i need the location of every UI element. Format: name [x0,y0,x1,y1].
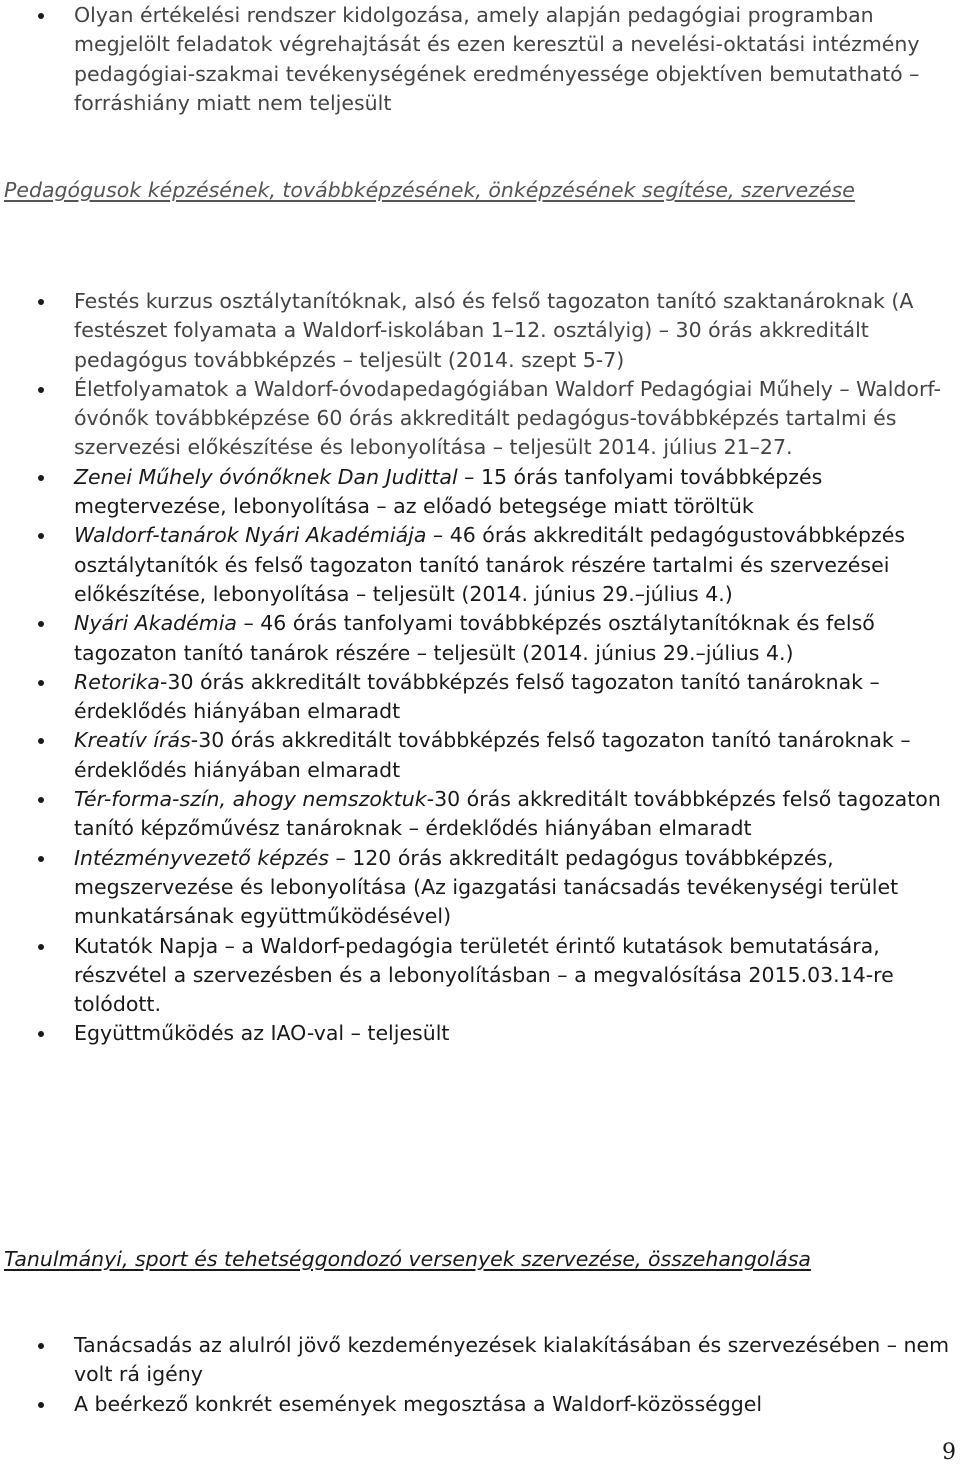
item-title: Tér-forma-szín, ahogy nemszoktuk [74,787,427,812]
list-item [0,726,960,785]
item-text: -30 órás akkreditált továbbképzés felső tagozaton tanító tanároknak – érdeklődés hiányában elmaradt [74,728,911,782]
list-item: Együttműködés az IAO-val – teljesült [0,1019,960,1048]
list-item [0,609,960,668]
item-text: – 46 órás akkreditált pedagógustovábbképzés osztálytanítók és felső tagozaton tanító tanárok részére tartalmi és szervezései előkészítése, lebonyolítása – teljesült (2014. június 29.–július 4.) [74,523,906,606]
list-item [0,844,960,932]
item-title: Waldorf-tanárok Nyári Akadémiája [74,523,427,548]
item-text: – 15 órás tanfolyami továbbképzés megtervezése, lebonyolítása – az előadó betegsége miatt töröltük [74,464,823,519]
list-item [0,521,960,609]
item-title: Nyári Akadémia [74,611,237,636]
list-item: Tanácsadás az alulról jövő kezdeményezések kialakításában és szervezésében – nem volt rá igény [0,1331,960,1390]
list-item: Életfolyamatok a Waldorf-óvodapedagógiában Waldorf Pedagógiai Műhely – Waldorf-óvónők továbbképzése 60 órás akkreditált pedagógus-továbbképzés tartalmi és szervezési előkészítése és lebonyolítása – teljesült 2014. július 21–27. [0,375,960,463]
section-heading-teacher-training: Pedagógusok képzésének, továbbképzésének, önképzésének segítése, szervezése [4,178,855,202]
list-item [0,668,960,727]
list-item [0,785,960,844]
item-text: -30 órás akkreditált továbbképzés felső tagozaton tanító képzőművész tanároknak – érdeklődés hiányában elmaradt [74,787,941,841]
item-text: – 120 órás akkreditált pedagógus továbbképzés, megszervezése és lebonyolítása (Az igazgatási tanácsadás tevékenységi terület munkatársának együttműködésével) [74,845,899,929]
item-title: Kreatív írás [74,728,191,753]
list-item: Festés kurzus osztálytanítóknak, alsó és felső tagozaton tanító szaktanároknak (A festészet folyamata a Waldorf-iskolában 1–12. osztályig) – 30 órás akkreditált pedagógus továbbképzés – teljesült (2014. szept 5-7) [0,287,960,375]
competitions-list [0,1331,960,1419]
item-title: Zenei Műhely óvónőknek Dan Judittal [74,464,458,489]
training-list [0,287,960,1049]
list-item: Olyan értékelési rendszer kidolgozása, amely alapján pedagógiai programban megjelölt feladatok végrehajtását és ezen keresztül a nevelési-oktatási intézmény pedagógiai-szakmai tevékenységének eredményessége objektíven bemutatható – forráshiány miatt nem teljesült [0,1,960,118]
page-number: 9 [942,1440,956,1465]
item-text: – 46 órás tanfolyami továbbképzés osztálytanítóknak és felső tagozaton tanító tanárok részére – teljesült (2014. június 29.–július 4.) [74,611,875,665]
list-item: Kutatók Napja – a Waldorf-pedagógia területét érintő kutatások bemutatására, részvétel a szervezésben és a lebonyolításban – a megvalósítása 2015.03.14-re tolódott. [0,932,960,1020]
item-text: -30 órás akkreditált továbbképzés felső tagozaton tanító tanároknak – érdeklődés hiányában elmaradt [74,669,880,724]
item-title: Retorika [74,669,160,694]
item-title: Intézményvezető képzés [74,845,329,870]
list-item [0,463,960,522]
section-heading-competitions: Tanulmányi, sport és tehetséggondozó versenyek szervezése, összehangolása [4,1247,811,1271]
list-item: A beérkező konkrét események megosztása a Waldorf-közösséggel [0,1390,960,1419]
intro-list [0,1,960,118]
